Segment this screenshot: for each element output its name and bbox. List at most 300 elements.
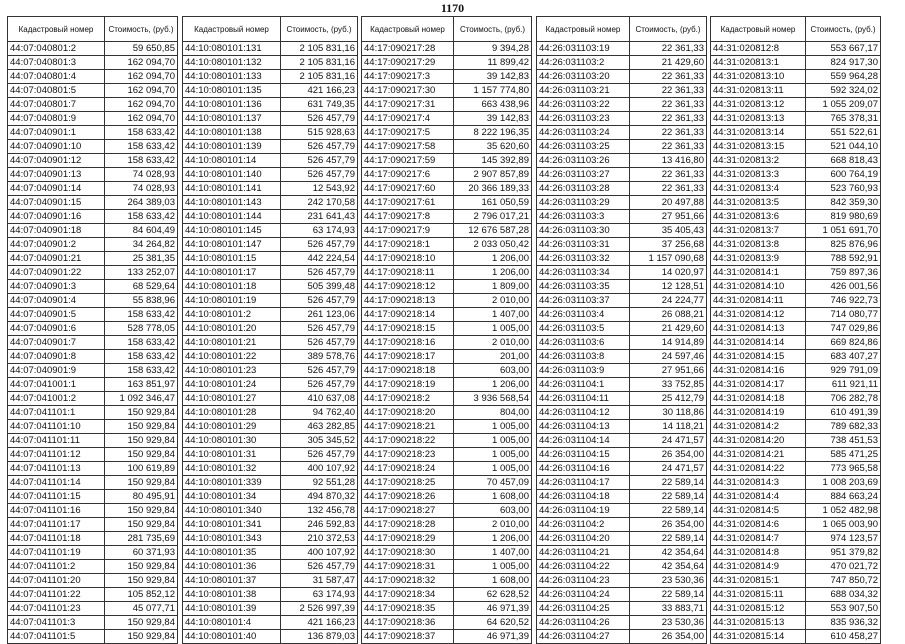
cadastral-number-cell: 44:10:080101:28 [183, 406, 281, 420]
cost-cell: 150 929,84 [105, 560, 178, 574]
cadastral-number-cell: 44:10:080101:18 [183, 280, 281, 294]
cadastral-number-cell: 44:26:031103:28 [537, 182, 630, 196]
cost-cell: 610 458,27 [806, 630, 881, 644]
cadastral-number-cell: 44:26:031104:1 [537, 378, 630, 392]
table-row [537, 574, 707, 588]
cadastral-number-cell: 44:17:090218:34 [362, 588, 454, 602]
cost-cell: 610 491,39 [806, 406, 881, 420]
table-row [537, 588, 707, 602]
cadastral-number-cell: 44:17:090218:18 [362, 364, 454, 378]
cadastral-number-cell: 44:10:080101:38 [183, 588, 281, 602]
cost-cell: 150 929,84 [105, 434, 178, 448]
cadastral-number-cell: 44:17:090218:35 [362, 602, 454, 616]
cost-cell: 389 578,76 [281, 350, 358, 364]
table-row [711, 560, 881, 574]
cost-cell: 12 676 587,28 [454, 224, 532, 238]
table-row [711, 42, 881, 56]
cost-cell: 421 166,23 [281, 84, 358, 98]
cadastral-number-cell: 44:26:031104:2 [537, 518, 630, 532]
cadastral-number-cell: 44:07:041101:2 [8, 560, 105, 574]
table-row [362, 224, 532, 238]
cadastral-number-cell: 44:26:031104:17 [537, 476, 630, 490]
cadastral-number-cell: 44:10:080101:133 [183, 70, 281, 84]
cost-cell: 974 123,57 [806, 532, 881, 546]
cost-cell: 31 587,47 [281, 574, 358, 588]
table-row [711, 70, 881, 84]
header-cadastral-number: Кадастровый номер [183, 17, 281, 42]
cadastral-number-cell: 44:26:031103:23 [537, 112, 630, 126]
cadastral-number-cell: 44:26:031103:37 [537, 294, 630, 308]
cadastral-number-cell: 44:17:090217:60 [362, 182, 454, 196]
cadastral-number-cell: 44:10:080101:131 [183, 42, 281, 56]
table-row [183, 308, 358, 322]
cost-cell: 33 752,85 [630, 378, 707, 392]
table-row [362, 560, 532, 574]
cadastral-number-cell: 44:26:031104:12 [537, 406, 630, 420]
table-row [711, 532, 881, 546]
table-row [711, 56, 881, 70]
cadastral-number-cell: 44:10:080101:144 [183, 210, 281, 224]
cadastral-number-cell: 44:07:040801:9 [8, 112, 105, 126]
table-row [183, 392, 358, 406]
cadastral-number-cell: 44:07:040901:14 [8, 182, 105, 196]
cost-cell: 22 361,33 [630, 98, 707, 112]
cadastral-number-cell: 44:10:080101:340 [183, 504, 281, 518]
table-row [537, 126, 707, 140]
cadastral-number-cell: 44:31:020813:12 [711, 98, 806, 112]
cost-cell: 161 050,59 [454, 196, 532, 210]
cadastral-number-cell: 44:17:090218:1 [362, 238, 454, 252]
cost-cell: 162 094,70 [105, 98, 178, 112]
cost-cell: 150 929,84 [105, 518, 178, 532]
cost-cell: 14 020,97 [630, 266, 707, 280]
cadastral-number-cell: 44:10:080101:140 [183, 168, 281, 182]
table-row [8, 630, 178, 644]
table-row [537, 476, 707, 490]
cost-cell: 26 354,00 [630, 630, 707, 644]
cost-cell: 804,00 [454, 406, 532, 420]
table-row [537, 546, 707, 560]
cost-cell: 158 633,42 [105, 364, 178, 378]
cadastral-number-cell: 44:31:020813:4 [711, 182, 806, 196]
table-row [183, 56, 358, 70]
cost-cell: 553 667,17 [806, 42, 881, 56]
cadastral-number-cell: 44:17:090217:3 [362, 70, 454, 84]
table-row [711, 504, 881, 518]
table-row [362, 434, 532, 448]
cadastral-number-cell: 44:26:031103:8 [537, 350, 630, 364]
cadastral-number-cell: 44:26:031103:30 [537, 224, 630, 238]
table-row [711, 588, 881, 602]
cadastral-number-cell: 44:17:090218:37 [362, 630, 454, 644]
table-row [537, 364, 707, 378]
cadastral-number-cell: 44:10:080101:136 [183, 98, 281, 112]
cost-cell: 158 633,42 [105, 140, 178, 154]
cost-cell: 158 633,42 [105, 350, 178, 364]
cadastral-number-cell: 44:17:090217:31 [362, 98, 454, 112]
cadastral-number-cell: 44:07:040901:10 [8, 140, 105, 154]
cadastral-number-cell: 44:31:020813:13 [711, 112, 806, 126]
cost-cell: 789 682,33 [806, 420, 881, 434]
cadastral-number-cell: 44:26:031103:25 [537, 140, 630, 154]
cost-cell: 1 005,00 [454, 322, 532, 336]
table-row [8, 308, 178, 322]
cost-cell: 162 094,70 [105, 112, 178, 126]
cadastral-number-cell: 44:10:080101:132 [183, 56, 281, 70]
cost-cell: 45 077,71 [105, 602, 178, 616]
cadastral-number-cell: 44:07:041101:13 [8, 462, 105, 476]
table-row [362, 532, 532, 546]
cadastral-number-cell: 44:17:090218:10 [362, 252, 454, 266]
table-row [711, 140, 881, 154]
cost-cell: 2 526 997,39 [281, 602, 358, 616]
cost-cell: 210 372,53 [281, 532, 358, 546]
cadastral-number-cell: 44:07:040901:7 [8, 336, 105, 350]
cadastral-number-cell: 44:10:080101:30 [183, 434, 281, 448]
table-row [8, 98, 178, 112]
cost-cell: 1 055 209,07 [806, 98, 881, 112]
cadastral-number-cell: 44:17:090217:9 [362, 224, 454, 238]
table-row [537, 490, 707, 504]
cadastral-number-cell: 44:10:080101:137 [183, 112, 281, 126]
table-row [711, 602, 881, 616]
cost-cell: 559 964,28 [806, 70, 881, 84]
cadastral-number-cell: 44:07:040901:4 [8, 294, 105, 308]
cost-cell: 22 361,33 [630, 182, 707, 196]
table-row [711, 364, 881, 378]
cadastral-number-cell: 44:31:020813:10 [711, 70, 806, 84]
table-row [8, 196, 178, 210]
table-row [537, 154, 707, 168]
cost-cell: 3 936 568,54 [454, 392, 532, 406]
table-row [362, 476, 532, 490]
cadastral-number-cell: 44:10:080101:14 [183, 154, 281, 168]
cost-cell: 2 105 831,16 [281, 70, 358, 84]
table-row [8, 364, 178, 378]
table-row [183, 42, 358, 56]
table-row [362, 546, 532, 560]
table-row [711, 168, 881, 182]
cost-cell: 39 142,83 [454, 112, 532, 126]
cost-cell: 158 633,42 [105, 308, 178, 322]
cost-cell: 526 457,79 [281, 322, 358, 336]
table-row [183, 224, 358, 238]
cadastral-number-cell: 44:07:041101:5 [8, 630, 105, 644]
cost-cell: 592 324,02 [806, 84, 881, 98]
table-row [362, 154, 532, 168]
table-row [8, 574, 178, 588]
cadastral-number-cell: 44:26:031103:35 [537, 280, 630, 294]
table-row [362, 308, 532, 322]
table-row [362, 322, 532, 336]
header-cost: Стоимость, (руб.) [630, 17, 707, 42]
table-row [8, 588, 178, 602]
table-row [537, 56, 707, 70]
cadastral-number-cell: 44:10:080101:17 [183, 266, 281, 280]
table-row [711, 462, 881, 476]
cadastral-number-cell: 44:26:031104:11 [537, 392, 630, 406]
cadastral-number-cell: 44:26:031104:14 [537, 434, 630, 448]
cost-cell: 1 206,00 [454, 252, 532, 266]
cost-cell: 25 412,79 [630, 392, 707, 406]
cost-cell: 158 633,42 [105, 126, 178, 140]
cost-cell: 421 166,23 [281, 616, 358, 630]
cadastral-number-cell: 44:07:041101:12 [8, 448, 105, 462]
table-row [183, 238, 358, 252]
cost-cell: 27 951,66 [630, 210, 707, 224]
table-row [537, 182, 707, 196]
table-row [8, 532, 178, 546]
cost-cell: 281 735,69 [105, 532, 178, 546]
cadastral-number-cell: 44:26:031103:6 [537, 336, 630, 350]
cost-cell: 12 543,92 [281, 182, 358, 196]
cost-cell: 526 457,79 [281, 448, 358, 462]
table-row [537, 224, 707, 238]
cadastral-number-cell: 44:26:031103:29 [537, 196, 630, 210]
table-row [8, 322, 178, 336]
cadastral-number-cell: 44:31:020814:18 [711, 392, 806, 406]
cadastral-number-cell: 44:10:080101:29 [183, 420, 281, 434]
table-row [537, 420, 707, 434]
cadastral-number-cell: 44:17:090218:20 [362, 406, 454, 420]
table-row [711, 616, 881, 630]
cost-cell: 25 381,35 [105, 252, 178, 266]
cost-cell: 526 457,79 [281, 364, 358, 378]
table-row [183, 434, 358, 448]
cadastral-number-cell: 44:17:090218:16 [362, 336, 454, 350]
cost-cell: 2 105 831,16 [281, 56, 358, 70]
cost-cell: 162 094,70 [105, 84, 178, 98]
table-row [362, 280, 532, 294]
cadastral-number-cell: 44:10:080101:143 [183, 196, 281, 210]
cadastral-number-cell: 44:07:040901:6 [8, 322, 105, 336]
table-row [183, 336, 358, 350]
cost-cell: 46 971,39 [454, 630, 532, 644]
cost-cell: 63 174,93 [281, 588, 358, 602]
cost-cell: 150 929,84 [105, 504, 178, 518]
table-row [183, 84, 358, 98]
table-row [183, 574, 358, 588]
cadastral-table [182, 16, 358, 644]
cadastral-number-cell: 44:07:041101:10 [8, 420, 105, 434]
table-row [183, 532, 358, 546]
cost-cell: 494 870,32 [281, 490, 358, 504]
cost-cell: 765 378,31 [806, 112, 881, 126]
cost-cell: 526 457,79 [281, 266, 358, 280]
cadastral-table [710, 16, 881, 644]
cost-cell: 1 005,00 [454, 434, 532, 448]
table-row [8, 168, 178, 182]
cost-cell: 1 206,00 [454, 266, 532, 280]
cost-cell: 1 157 774,80 [454, 84, 532, 98]
table-row [362, 168, 532, 182]
cost-cell: 526 457,79 [281, 238, 358, 252]
cost-cell: 22 589,14 [630, 476, 707, 490]
cadastral-number-cell: 44:17:090218:22 [362, 434, 454, 448]
table-row [711, 182, 881, 196]
cadastral-number-cell: 44:07:040901:22 [8, 266, 105, 280]
table-row [362, 266, 532, 280]
cost-cell: 22 589,14 [630, 532, 707, 546]
cost-cell: 150 929,84 [105, 476, 178, 490]
cadastral-number-cell: 44:17:090218:28 [362, 518, 454, 532]
table-row [8, 84, 178, 98]
table-row [537, 266, 707, 280]
table-row [183, 112, 358, 126]
header-cadastral-number: Кадастровый номер [8, 17, 105, 42]
cadastral-number-cell: 44:10:080101:15 [183, 252, 281, 266]
cost-cell: 94 762,40 [281, 406, 358, 420]
cadastral-number-cell: 44:07:040901:12 [8, 154, 105, 168]
cost-cell: 746 922,73 [806, 294, 881, 308]
cost-cell: 929 791,09 [806, 364, 881, 378]
table-row [8, 112, 178, 126]
cadastral-number-cell: 44:26:031104:27 [537, 630, 630, 644]
cadastral-number-cell: 44:31:020814:8 [711, 546, 806, 560]
table-row [362, 238, 532, 252]
table-row [8, 546, 178, 560]
cadastral-number-cell: 44:07:041101:23 [8, 602, 105, 616]
cost-cell: 27 951,66 [630, 364, 707, 378]
cost-cell: 145 392,89 [454, 154, 532, 168]
table-row [183, 140, 358, 154]
table-row [8, 42, 178, 56]
cost-cell: 951 379,82 [806, 546, 881, 560]
cadastral-number-cell: 44:26:031103:19 [537, 42, 630, 56]
cost-cell: 759 897,36 [806, 266, 881, 280]
cadastral-number-cell: 44:10:080101:2 [183, 308, 281, 322]
cost-cell: 8 222 196,35 [454, 126, 532, 140]
cost-cell: 264 389,03 [105, 196, 178, 210]
cost-cell: 528 778,05 [105, 322, 178, 336]
cadastral-number-cell: 44:31:020814:21 [711, 448, 806, 462]
cadastral-number-cell: 44:10:080101:37 [183, 574, 281, 588]
cost-cell: 158 633,42 [105, 210, 178, 224]
cadastral-number-cell: 44:10:080101:39 [183, 602, 281, 616]
cadastral-number-cell: 44:17:090218:29 [362, 532, 454, 546]
cost-cell: 585 471,25 [806, 448, 881, 462]
cadastral-number-cell: 44:07:040801:5 [8, 84, 105, 98]
cost-cell: 669 824,86 [806, 336, 881, 350]
table-row [362, 378, 532, 392]
cadastral-number-cell: 44:17:090217:30 [362, 84, 454, 98]
table-row [183, 126, 358, 140]
cost-cell: 136 879,03 [281, 630, 358, 644]
table-row [537, 84, 707, 98]
table-row [711, 546, 881, 560]
cadastral-number-cell: 44:10:080101:35 [183, 546, 281, 560]
cost-cell: 74 028,93 [105, 168, 178, 182]
table-row [362, 252, 532, 266]
cost-cell: 515 928,63 [281, 126, 358, 140]
table-row [183, 546, 358, 560]
cadastral-number-cell: 44:26:031104:25 [537, 602, 630, 616]
cadastral-number-cell: 44:10:080101:21 [183, 336, 281, 350]
cost-cell: 773 965,58 [806, 462, 881, 476]
cadastral-number-cell: 44:26:031103:32 [537, 252, 630, 266]
table-row [362, 630, 532, 644]
table-row [183, 504, 358, 518]
cost-cell: 526 457,79 [281, 378, 358, 392]
cost-cell: 1 407,00 [454, 308, 532, 322]
cost-cell: 2 796 017,21 [454, 210, 532, 224]
cost-cell: 242 170,58 [281, 196, 358, 210]
cadastral-number-cell: 44:17:090218:31 [362, 560, 454, 574]
cadastral-number-cell: 44:31:020814:13 [711, 322, 806, 336]
cadastral-table [7, 16, 178, 644]
cadastral-number-cell: 44:07:041101:20 [8, 574, 105, 588]
cost-cell: 24 597,46 [630, 350, 707, 364]
table-row [362, 98, 532, 112]
table-row [537, 280, 707, 294]
cost-cell: 150 929,84 [105, 420, 178, 434]
cadastral-number-cell: 44:17:090218:24 [362, 462, 454, 476]
cost-cell: 305 345,52 [281, 434, 358, 448]
cost-cell: 526 457,79 [281, 294, 358, 308]
cadastral-number-cell: 44:10:080101:36 [183, 560, 281, 574]
table-row [362, 364, 532, 378]
cadastral-table [361, 16, 532, 644]
cadastral-number-cell: 44:17:090218:12 [362, 280, 454, 294]
table-row [537, 70, 707, 84]
cost-cell: 553 907,50 [806, 602, 881, 616]
header-cadastral-number: Кадастровый номер [711, 17, 806, 42]
cost-cell: 22 589,14 [630, 504, 707, 518]
cadastral-number-cell: 44:26:031104:16 [537, 462, 630, 476]
cost-cell: 46 971,39 [454, 602, 532, 616]
table-row [8, 294, 178, 308]
table-row [183, 364, 358, 378]
table-row [537, 308, 707, 322]
table-row [711, 210, 881, 224]
cadastral-number-cell: 44:17:090217:59 [362, 154, 454, 168]
cadastral-number-cell: 44:07:041101:15 [8, 490, 105, 504]
cadastral-number-cell: 44:26:031104:19 [537, 504, 630, 518]
cadastral-number-cell: 44:10:080101:341 [183, 518, 281, 532]
cost-cell: 706 282,78 [806, 392, 881, 406]
cadastral-number-cell: 44:07:041001:2 [8, 392, 105, 406]
cost-cell: 1 008 203,69 [806, 476, 881, 490]
cadastral-number-cell: 44:31:020815:12 [711, 602, 806, 616]
cadastral-number-cell: 44:17:090218:19 [362, 378, 454, 392]
cost-cell: 42 354,64 [630, 560, 707, 574]
table-row [537, 294, 707, 308]
cadastral-number-cell: 44:26:031103:31 [537, 238, 630, 252]
table-row [711, 518, 881, 532]
cadastral-number-cell: 44:07:041101:17 [8, 518, 105, 532]
cost-cell: 55 838,96 [105, 294, 178, 308]
cost-cell: 22 361,33 [630, 84, 707, 98]
cadastral-number-cell: 44:17:090217:8 [362, 210, 454, 224]
cost-cell: 64 620,52 [454, 616, 532, 630]
cadastral-number-cell: 44:31:020814:17 [711, 378, 806, 392]
cost-cell: 42 354,64 [630, 546, 707, 560]
cost-cell: 668 818,43 [806, 154, 881, 168]
cadastral-number-cell: 44:31:020814:7 [711, 532, 806, 546]
cost-cell: 747 029,86 [806, 322, 881, 336]
cadastral-number-cell: 44:17:090218:25 [362, 476, 454, 490]
cadastral-number-cell: 44:26:031104:26 [537, 616, 630, 630]
cadastral-number-cell: 44:07:041101:1 [8, 406, 105, 420]
cadastral-number-cell: 44:07:041101:22 [8, 588, 105, 602]
table-row [711, 448, 881, 462]
cost-cell: 526 457,79 [281, 112, 358, 126]
cost-cell: 410 637,08 [281, 392, 358, 406]
cost-cell: 24 224,77 [630, 294, 707, 308]
cadastral-number-cell: 44:31:020813:5 [711, 196, 806, 210]
table-row [8, 406, 178, 420]
table-row [711, 490, 881, 504]
